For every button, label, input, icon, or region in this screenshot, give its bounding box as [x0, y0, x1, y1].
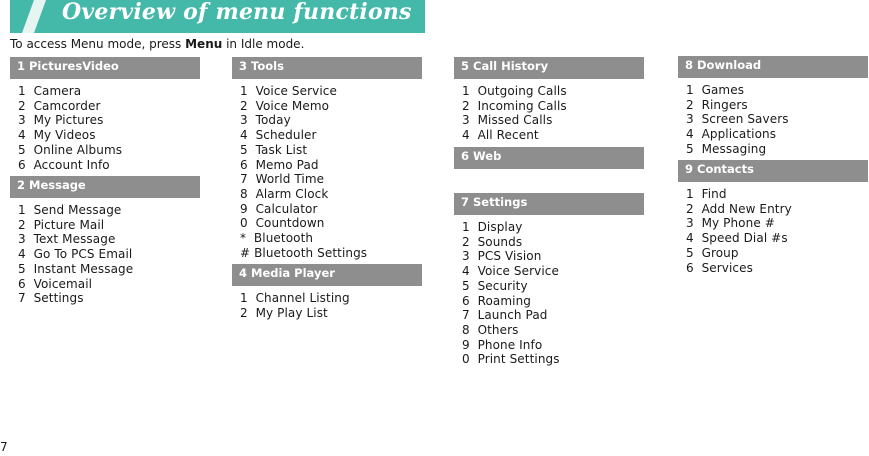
menu-item: 7 Settings: [18, 291, 84, 306]
section-web: [454, 147, 644, 169]
menu-item: 5 Online Albums: [18, 142, 123, 157]
menu-item: 1 Display: [462, 220, 523, 234]
menu-item: 5 Security: [462, 278, 528, 293]
menu-item: 6 Account Info: [18, 157, 110, 172]
menu-item: 3 Screen Savers: [686, 112, 789, 127]
section-item-list: [10, 198, 200, 306]
menu-item: 5 Group: [686, 245, 739, 260]
section-header: 2 Message: [10, 176, 200, 198]
menu-item: 4 Scheduler: [240, 128, 317, 143]
section-call-history: [454, 57, 644, 143]
menu-item: 0 Countdown: [240, 216, 325, 231]
menu-item: 3 PCS Vision: [462, 249, 542, 264]
section-item-list: [454, 215, 644, 367]
section-contacts: [678, 160, 868, 275]
menu-item: 1 Find: [686, 187, 727, 201]
section-message: [10, 176, 200, 306]
menu-item: # Bluetooth Settings: [240, 245, 368, 260]
menu-item: 1 Channel Listing: [240, 291, 350, 305]
section-pictures-video: [10, 57, 200, 172]
section-item-list: [10, 79, 200, 172]
section-item-list: [678, 78, 868, 157]
menu-item: 6 Voicemail: [18, 276, 93, 291]
menu-item: 4 Go To PCS Email: [18, 247, 133, 262]
menu-item: 4 Applications: [686, 127, 777, 142]
intro-before: To access Menu mode, press: [10, 37, 186, 51]
menu-item: 1 Outgoing Calls: [462, 84, 567, 98]
menu-item: 1 Camera: [18, 84, 82, 98]
menu-item: 8 Others: [462, 322, 519, 337]
section-header: 5 Call History: [454, 57, 644, 79]
menu-item: 2 Sounds: [462, 234, 523, 249]
section-tools: [232, 57, 422, 260]
menu-item: 7 World Time: [240, 172, 325, 187]
menu-item: 2 Add New Entry: [686, 201, 792, 216]
intro-menu-key: Menu: [185, 37, 223, 51]
menu-item: 3 Today: [240, 113, 291, 128]
menu-item: 3 My Phone #: [686, 216, 775, 231]
section-header: 4 Media Player: [232, 264, 422, 286]
menu-item: 5 Task List: [240, 142, 308, 157]
menu-item: 6 Roaming: [462, 293, 532, 308]
menu-item: 2 Picture Mail: [18, 217, 105, 232]
section-media-player: [232, 264, 422, 320]
intro-after: in Idle mode.: [222, 37, 305, 51]
menu-item: 3 Missed Calls: [462, 113, 553, 128]
title-banner: [10, 0, 425, 33]
menu-item: 6 Memo Pad: [240, 157, 319, 172]
menu-item: 5 Instant Message: [18, 261, 134, 276]
menu-item: 2 Camcorder: [18, 98, 101, 113]
section-item-list: [454, 79, 644, 143]
section-item-list: [678, 182, 868, 275]
section-header: 8 Download: [678, 56, 868, 78]
page-title: Overview of menu functions: [62, 0, 412, 25]
menu-item: 7 Launch Pad: [462, 308, 548, 323]
menu-item: 8 Alarm Clock: [240, 186, 329, 201]
menu-item: 5 Messaging: [686, 141, 767, 156]
menu-item: 1 Send Message: [18, 203, 122, 217]
menu-item: 0 Print Settings: [462, 352, 560, 367]
menu-item: 2 Voice Memo: [240, 98, 330, 113]
menu-item: 3 My Pictures: [18, 113, 104, 128]
title-slash-decoration: [22, 0, 46, 33]
menu-item: 4 Voice Service: [462, 264, 559, 279]
menu-item: * Bluetooth: [240, 231, 314, 246]
section-item-list: [232, 286, 422, 320]
menu-item: 2 Ringers: [686, 97, 748, 112]
section-settings: [454, 193, 644, 367]
menu-item: 9 Calculator: [240, 201, 318, 216]
intro-text: [10, 37, 304, 51]
section-header: 1 PicturesVideo: [10, 57, 200, 79]
menu-item: 4 Speed Dial #s: [686, 231, 788, 246]
menu-item: 4 All Recent: [462, 128, 539, 143]
menu-item: 2 Incoming Calls: [462, 98, 567, 113]
section-header: 9 Contacts: [678, 160, 868, 182]
menu-item: 1 Games: [686, 83, 745, 97]
section-header: 3 Tools: [232, 57, 422, 79]
menu-item: 1 Voice Service: [240, 84, 337, 98]
menu-item: 4 My Videos: [18, 128, 96, 143]
section-header: 7 Settings: [454, 193, 644, 215]
section-download: [678, 56, 868, 157]
menu-item: 9 Phone Info: [462, 337, 543, 352]
section-item-list: [232, 79, 422, 260]
page-number: 7: [0, 440, 8, 454]
menu-item: 6 Services: [686, 260, 753, 275]
menu-item: 3 Text Message: [18, 232, 116, 247]
menu-item: 2 My Play List: [240, 305, 328, 320]
section-header: 6 Web: [454, 147, 644, 169]
